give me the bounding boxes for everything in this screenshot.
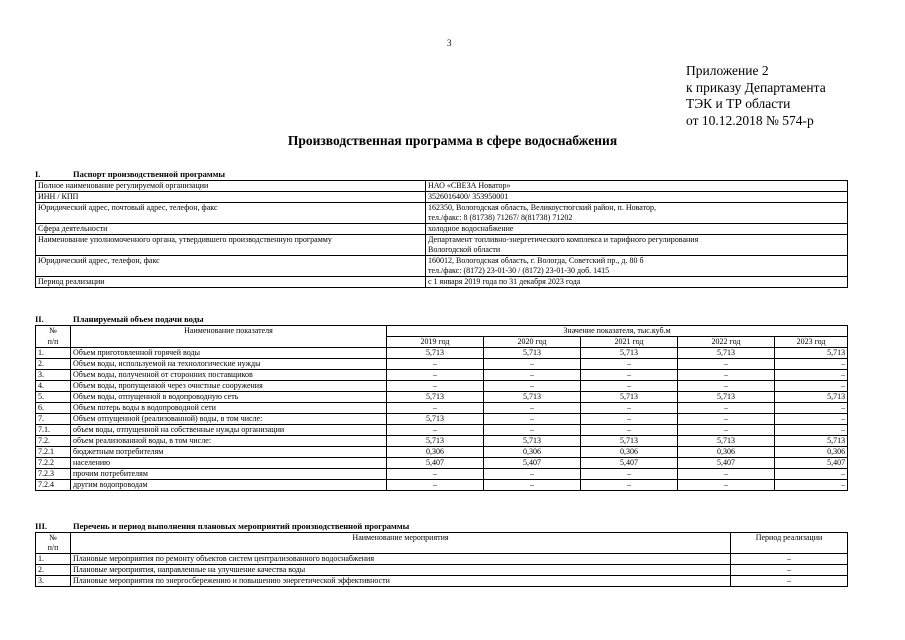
- measure-period: –: [731, 565, 848, 576]
- table-row: [36, 458, 848, 469]
- table-row: [36, 192, 848, 203]
- table-row: [36, 425, 848, 436]
- header-period: Период реализации: [731, 533, 848, 554]
- indicator-value: –: [775, 370, 848, 381]
- indicator-value: 5,713: [484, 436, 581, 447]
- indicator-value: –: [775, 381, 848, 392]
- row-number: 7.1.: [36, 425, 71, 436]
- indicator-name: Объем воды, пропущенной через очистные сооружения: [71, 381, 387, 392]
- section-2-heading: [35, 314, 204, 324]
- table-row: [36, 235, 848, 256]
- row-number: 1.: [36, 348, 71, 359]
- table-row: [36, 480, 848, 491]
- row-number: 7.2.1: [36, 447, 71, 458]
- section-title: Перечень и период выполнения плановых мероприятий производственной программы: [73, 521, 410, 531]
- indicator-value: –: [484, 381, 581, 392]
- indicator-value: 5,713: [678, 392, 775, 403]
- measure-name: Плановые мероприятия, направленные на улучшение качества воды: [71, 565, 731, 576]
- indicator-value: 5,713: [775, 392, 848, 403]
- indicator-value: –: [775, 414, 848, 425]
- indicator-value: –: [775, 480, 848, 491]
- indicator-value: –: [581, 381, 678, 392]
- passport-label: ИНН / КПП: [36, 192, 426, 203]
- indicator-value: 5,407: [775, 458, 848, 469]
- indicator-name: Объем потерь воды в водопроводной сети: [71, 403, 387, 414]
- indicator-value: –: [678, 370, 775, 381]
- indicator-value: 0,306: [678, 447, 775, 458]
- indicator-value: 5,713: [387, 414, 484, 425]
- indicator-value: 5,713: [581, 348, 678, 359]
- indicator-value: –: [387, 403, 484, 414]
- header-name: Наименование показателя: [71, 326, 387, 348]
- header-num2: п/п: [36, 337, 71, 348]
- table-row: [36, 447, 848, 458]
- passport-table: [35, 180, 848, 288]
- table-row: [36, 554, 848, 565]
- indicator-name: Объем воды, используемой на технологические нужды: [71, 359, 387, 370]
- table-row: [36, 359, 848, 370]
- appendix-line: к приказу Департамента: [686, 79, 826, 95]
- indicator-value: –: [678, 403, 775, 414]
- indicator-value: –: [387, 359, 484, 370]
- row-number: 7.: [36, 414, 71, 425]
- passport-label: Юридический адрес, почтовый адрес, телефон, факс: [36, 203, 426, 224]
- table-row: [36, 348, 848, 359]
- indicator-name: Объем воды, отпущенной в водопроводную сеть: [71, 392, 387, 403]
- indicator-value: –: [581, 425, 678, 436]
- header-num: №: [36, 326, 71, 337]
- indicator-value: –: [678, 381, 775, 392]
- table-row: [36, 256, 848, 277]
- passport-value-line: Вологодской области: [428, 245, 501, 254]
- row-number: 7.2.3: [36, 469, 71, 480]
- indicator-value: 5,713: [387, 436, 484, 447]
- table-row: [36, 565, 848, 576]
- header-num: №: [36, 533, 71, 544]
- appendix-line: Приложение 2: [686, 63, 769, 78]
- passport-value-line: 160012, Вологодская область, г. Вологда, Советский пр., д. 80 б: [428, 256, 644, 265]
- indicator-value: –: [484, 425, 581, 436]
- indicator-value: 0,306: [387, 447, 484, 458]
- indicator-value: –: [678, 359, 775, 370]
- indicator-value: –: [387, 381, 484, 392]
- row-number: 4.: [36, 381, 71, 392]
- indicator-value: 0,306: [581, 447, 678, 458]
- row-number: 1.: [36, 554, 71, 565]
- page-number: 3: [447, 38, 452, 48]
- passport-value: [426, 235, 848, 256]
- indicator-value: –: [484, 480, 581, 491]
- passport-value: [426, 181, 848, 192]
- row-number: 3.: [36, 576, 71, 587]
- section-3-heading: [35, 521, 409, 531]
- table-row: [36, 392, 848, 403]
- passport-label: Полное наименование регулируемой организации: [36, 181, 426, 192]
- indicator-value: 5,713: [775, 436, 848, 447]
- indicator-value: –: [581, 359, 678, 370]
- appendix-line: ТЭК и ТР области: [686, 96, 791, 111]
- indicator-name: прочим потребителям: [71, 469, 387, 480]
- indicator-value: 5,407: [484, 458, 581, 469]
- passport-value-line: Департамент топливно-энергетического комплекса и тарифного регулирования: [428, 235, 699, 244]
- table-row: [36, 203, 848, 224]
- indicator-name: населению: [71, 458, 387, 469]
- passport-value: [426, 224, 848, 235]
- indicator-value: –: [775, 425, 848, 436]
- table-row: [36, 403, 848, 414]
- table-row: [36, 436, 848, 447]
- measure-period: –: [731, 554, 848, 565]
- table-row: [36, 370, 848, 381]
- table-row: [36, 576, 848, 587]
- indicator-value: –: [387, 370, 484, 381]
- indicator-value: –: [775, 359, 848, 370]
- indicator-value: –: [387, 469, 484, 480]
- water-volume-table: [35, 325, 848, 491]
- passport-value: [426, 256, 848, 277]
- header-year: 2021 год: [581, 337, 678, 348]
- header-year: 2019 год: [387, 337, 484, 348]
- passport-label: Наименование уполномоченного органа, утвердившего производственную программу: [36, 235, 426, 256]
- appendix-note: [686, 63, 826, 129]
- measure-name: Плановые мероприятия по ремонту объектов систем централизованного водоснабжения: [71, 554, 731, 565]
- header-year: 2023 год: [775, 337, 848, 348]
- indicator-value: 5,713: [484, 348, 581, 359]
- indicator-value: –: [775, 469, 848, 480]
- header-value-group: Значение показателя, тыс.куб.м: [387, 326, 848, 337]
- document-title: Производственная программа в сфере водоснабжения: [287, 133, 618, 148]
- header-year: 2022 год: [678, 337, 775, 348]
- header-name: Наименование мероприятия: [71, 533, 731, 554]
- row-number: 7.2.: [36, 436, 71, 447]
- row-number: 6.: [36, 403, 71, 414]
- passport-label: Юридический адрес, телефон, факс: [36, 256, 426, 277]
- section-1-heading: [35, 169, 225, 179]
- indicator-value: –: [678, 480, 775, 491]
- row-number: 2.: [36, 359, 71, 370]
- indicator-value: 0,306: [484, 447, 581, 458]
- passport-value: [426, 277, 848, 288]
- indicator-value: –: [387, 480, 484, 491]
- indicator-value: 5,713: [678, 436, 775, 447]
- indicator-name: объем воды, отпущенной на собственные нужды организации: [71, 425, 387, 436]
- header-year: 2020 год: [484, 337, 581, 348]
- indicator-value: –: [678, 425, 775, 436]
- indicator-value: –: [678, 469, 775, 480]
- table-row: [36, 414, 848, 425]
- passport-value: [426, 192, 848, 203]
- section-number: II.: [35, 314, 44, 324]
- indicator-value: 5,713: [678, 348, 775, 359]
- passport-value-line: тел./факс: 8 (81738) 71267/ 8(81738) 71202: [428, 213, 573, 222]
- appendix-line: от 10.12.2018 № 574-р: [686, 112, 814, 128]
- passport-value-line: НАО «СВЕЗА Новатор»: [428, 181, 511, 190]
- row-number: 5.: [36, 392, 71, 403]
- section-number: I.: [35, 169, 41, 179]
- indicator-value: 5,713: [775, 348, 848, 359]
- section-title: Паспорт производственной программы: [73, 169, 226, 179]
- passport-value-line: 3526016400/ 353950001: [428, 192, 509, 201]
- table-row: [36, 181, 848, 192]
- indicator-value: –: [484, 370, 581, 381]
- section-number: III.: [35, 521, 48, 531]
- table-row: [36, 224, 848, 235]
- passport-value-line: тел./факс: (8172) 23-01-30 / (8172) 23-01-30 доб. 1415: [428, 266, 610, 275]
- indicator-value: –: [581, 480, 678, 491]
- measure-period: –: [731, 576, 848, 587]
- passport-value-line: с 1 января 2019 года по 31 декабря 2023 года: [428, 277, 581, 286]
- indicator-value: –: [678, 414, 775, 425]
- passport-label: Сфера деятельности: [36, 224, 426, 235]
- indicator-value: 5,713: [581, 392, 678, 403]
- indicator-value: –: [581, 469, 678, 480]
- indicator-value: 5,713: [581, 436, 678, 447]
- indicator-value: –: [387, 425, 484, 436]
- indicator-value: 5,713: [387, 348, 484, 359]
- row-number: 2.: [36, 565, 71, 576]
- indicator-value: 5,407: [581, 458, 678, 469]
- indicator-value: –: [484, 414, 581, 425]
- indicator-value: –: [484, 403, 581, 414]
- indicator-value: 5,407: [387, 458, 484, 469]
- passport-value: [426, 203, 848, 224]
- row-number: 7.2.4: [36, 480, 71, 491]
- passport-label: Период реализации: [36, 277, 426, 288]
- indicator-value: –: [484, 359, 581, 370]
- table-row: [36, 381, 848, 392]
- indicator-value: 5,713: [387, 392, 484, 403]
- indicator-name: объем реализованной воды, в том числе:: [71, 436, 387, 447]
- indicator-value: 5,713: [484, 392, 581, 403]
- passport-value-line: 162350, Вологодская область, Великоустюгский район, п. Новатор,: [428, 203, 657, 212]
- indicator-value: –: [581, 370, 678, 381]
- header-num2: п/п: [36, 543, 71, 554]
- indicator-value: 0,306: [775, 447, 848, 458]
- indicator-value: –: [581, 403, 678, 414]
- indicator-name: Объем воды, полученной от сторонних поставщиков: [71, 370, 387, 381]
- indicator-value: –: [775, 403, 848, 414]
- measure-name: Плановые мероприятия по энергосбережению и повышению энергетической эффективности: [71, 576, 731, 587]
- table-row: [36, 469, 848, 480]
- indicator-value: –: [484, 469, 581, 480]
- indicator-value: 5,407: [678, 458, 775, 469]
- row-number: 3.: [36, 370, 71, 381]
- indicator-name: бюджетным потребителям: [71, 447, 387, 458]
- measures-table: [35, 532, 848, 587]
- indicator-value: –: [581, 414, 678, 425]
- indicator-name: другим водопроводам: [71, 480, 387, 491]
- table-row: [36, 277, 848, 288]
- indicator-name: Объем отпущенной (реализованной) воды, в том числе:: [71, 414, 387, 425]
- indicator-name: Объем приготовленной горячей воды: [71, 348, 387, 359]
- row-number: 7.2.2: [36, 458, 71, 469]
- section-title: Планируемый объем подачи воды: [73, 314, 204, 324]
- passport-value-line: холодное водоснабжение: [428, 224, 514, 233]
